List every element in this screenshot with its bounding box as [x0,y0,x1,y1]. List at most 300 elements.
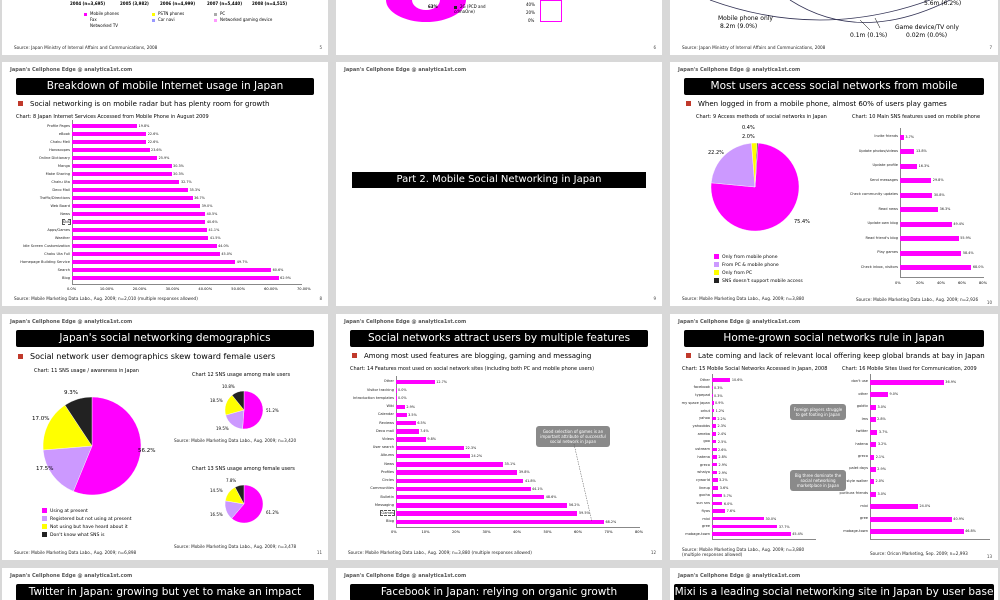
bar [900,135,904,140]
slide-8[interactable] [2,62,328,306]
bar-value: 1.2% [715,409,725,413]
bar [396,446,464,450]
bar-value: 13.8% [915,149,927,154]
bar-label: News [384,461,394,466]
slide-header: Japan's Cellphone Edge @ analytica1st.com [10,319,133,325]
bar-row [843,528,990,534]
bar-value: 22.3% [465,445,477,450]
bar-label: Other [383,379,394,384]
axis-tick: 40.00% [198,287,213,291]
pie12-label-185: 18.5% [210,398,223,403]
bar-row [867,221,984,227]
bar-label: Search [57,267,70,272]
bar [900,222,952,227]
stat-2004: 2004 (n=3,695) [70,1,106,6]
bar-value: 58.4% [962,250,974,255]
chart9-title: Chart: 9 Access methods of social networks in Japan [696,114,827,120]
bar-label: Chaku Meli [50,139,70,144]
bar [712,509,725,512]
bar-value: 48.6% [545,495,557,500]
source: Source: Japan Ministry of Internal Affairs and Communications, 2008 [682,45,826,50]
bar-value: 41.1% [208,228,220,233]
bar-label: Traffic/Directions [39,195,70,200]
axis-tick: 30% [482,530,491,534]
bar-label: Check community updates [849,192,898,197]
bar-value: 2.8% [877,417,886,422]
callout-big-three: Big three dominate the social networking marketplace in Japan [790,470,846,491]
source-12: Source: Mobile Marketing Data Labo., Aug. 2009; n=3,420 [174,438,297,443]
bar [900,149,914,154]
bar-label: Update own blog [867,221,898,226]
bar-row [62,275,302,281]
legend-item: Registered but not using at present [42,516,132,522]
legend-item: Not using but have heard about it [42,524,132,530]
bar-label: typepad [695,393,710,398]
bar [396,495,544,499]
bar-value: 41.5% [209,236,221,241]
slide-12[interactable] [336,314,662,560]
bar-row [856,404,990,410]
chart14-bars [353,378,640,526]
bar-value: 0.0% [398,396,407,401]
bar [870,417,876,422]
bar [870,405,876,410]
bullet-text: When logged in from a mobile phone, almost 60% of users play games [686,100,947,108]
slide-title: Facebook in Japan: relying on organic growth [350,584,648,600]
bar-value: 2.3% [717,424,727,429]
source: Source: Mobile Marketing Data Labo., Aug. 2009; n=6,898 [14,550,137,555]
slide-header: Japan's Cellphone Edge @ analytica1st.com [678,319,801,325]
legend-mobile: Mobile phones [84,11,119,16]
legend-fax: Fax [90,17,97,22]
slide-15[interactable] [336,568,662,600]
bar [396,511,577,515]
pie11-label-562: 56.2% [138,448,156,454]
bar-label: Idle Screen Customization [23,243,70,248]
bar [712,494,722,497]
stat-2005: 2005 (3,982) [120,1,149,6]
bar-row [877,250,984,256]
pie11-label-170: 17.0% [32,416,50,422]
bar-value: 2.9% [406,404,415,409]
bar [72,236,208,240]
bar-value: 62.9% [280,276,291,281]
axis-tick: 0.0% [67,287,77,291]
tick-0: 0% [528,18,535,23]
bar-label: Games [381,510,394,515]
callout-games: Good selection of games is an important attribute of successful social network in Japan [536,426,610,447]
legend-gaming: Networked gaming device [214,17,272,22]
legend-pstn: PSTN phones [152,11,184,16]
slide-title: Most users access social networks from mobile [684,78,984,95]
bar-value: 49.4% [953,221,965,226]
slide-13[interactable] [670,314,998,560]
bar-label: goldtv [856,404,868,409]
bar-label: Check inbox, visitors [860,264,898,269]
bar-row [849,466,990,472]
bar-value: 36.3% [939,207,951,212]
bar-row [50,203,302,209]
bar-label: greco [699,462,710,467]
axis-tick: 80% [635,530,643,534]
legend-2g: 2G (PCD and cdmaOne) [454,4,486,14]
bar [396,388,397,392]
pie11-label-93: 9.3% [64,390,78,396]
bar [72,132,146,136]
bar-label: Profiles [380,469,394,474]
pie9-label-04: 0.4% [742,125,755,131]
source-13: Source: Mobile Marketing Data Labo., Aug. 2009; n=3,478 [174,544,297,549]
stat-2006: 2006 (n=4,999) [160,1,196,6]
slide-11[interactable] [2,314,328,560]
bar-label: Weather [54,235,70,240]
bar-label: yahoo [698,416,710,421]
bar [712,409,714,412]
bar-value: 2.2% [717,416,726,421]
bar [900,236,959,241]
bar-label: fiyas [701,508,710,513]
chart10-bars [849,130,984,275]
slide-10[interactable] [670,62,998,306]
bar-row [381,510,640,516]
slide-title: Mixi is a leading social networking site in Japan by user base [674,584,994,600]
bar-row [695,393,816,398]
bar-row [701,524,816,529]
chart11-pie [42,396,142,496]
legend-pc: PC [214,11,225,16]
bar-row [377,412,640,417]
bar [712,486,718,489]
bar-value: 3.2% [719,478,728,483]
bar-row [366,387,640,393]
bar-value: 49.7% [236,260,248,265]
pie-slice [243,391,263,429]
bar [712,525,777,528]
bar [870,430,877,435]
chart8-bars [20,122,302,282]
bar-value: 37.7% [778,524,790,529]
chart13-title: Chart 13 SNS usage among female users [192,466,295,472]
bar [900,164,917,169]
bar-value: 60.6% [272,268,284,273]
part-title: Part 2. Mobile Social Networking in Japan [352,172,646,188]
bar-label: ustream [695,447,710,452]
slide-header: Japan's Cellphone Edge @ analytica1st.com [344,67,467,73]
chart-title: Chart: 14 Features most used on social network sites (including both PC and mobile phone users) [350,366,595,372]
bar-label: Reviews [379,420,394,425]
bar [712,471,717,474]
bar [712,378,730,381]
bar-label: Read friend's blog [865,235,898,240]
bar-label: cyworld [696,477,710,482]
bar-value: 45.0% [221,252,233,257]
page-number: 7 [989,45,992,50]
bar-label: Messaging [374,502,394,507]
bar-row [869,177,984,183]
bar-label: don't use [851,379,868,384]
bar-label: Deco mail [376,428,394,433]
chart8-ticks [67,287,311,293]
bar-value: 0.0% [398,388,407,393]
slide-16[interactable] [670,568,998,600]
slide-title: Home-grown social networks rule in Japan [684,330,984,347]
chart14-ticks [391,530,643,536]
bar-value: 2.9% [718,463,728,467]
bar-row [39,195,302,201]
bar-label: other [858,391,868,396]
bar-value: 30.0% [765,517,777,521]
axis-tick: 80% [979,281,987,285]
bar-value: 2.9% [718,470,728,475]
bar [870,504,918,509]
bar-value: 68.2% [605,519,617,524]
bar-label: facebook [693,385,710,390]
bar-value: 36.9% [945,379,957,384]
bar-value: 40.9% [953,516,965,521]
bar-row [858,148,984,154]
pie12-label-195: 19.5% [216,426,229,431]
bar-value: 23.6% [151,148,162,153]
bar-label: style walker [846,478,868,483]
bar [870,380,944,385]
bar-value: 59.5% [578,511,590,516]
bar-value: 22.6% [147,132,159,137]
bar-row [851,379,990,385]
bar-label: Play games [877,250,898,255]
bar-value: 0.3% [714,393,723,398]
bar-label: Chaku Uta Full [44,251,70,256]
slide-14[interactable] [2,568,328,600]
bar-label: Profile Pages [47,123,70,128]
bar [870,467,876,472]
slide-9[interactable] [336,62,662,306]
bullet-text: Among most used features are blogging, gaming and messaging [352,352,591,360]
bar-label: Manga [57,163,70,168]
bar [712,478,718,481]
bar-label: Bulletin [380,494,394,499]
bar-row [878,206,984,212]
legend-item: SNS doesn't support mobile access [714,278,803,284]
bar-value: 56.2% [568,503,580,508]
bar-value: 3.0% [877,491,887,496]
axis-tick: 60% [574,530,582,534]
bar [396,396,397,400]
source: Source: Mobile Marketing Data Labo., Aug. 2009; n=3,880 (multiple responses allowed) [682,547,805,557]
slide-title: Twitter in Japan: growing but yet to make an impact [16,584,314,600]
bar-row [865,235,984,241]
bar-value: 2.4% [717,432,727,437]
bar-label: Send messages [869,177,898,182]
bar-value: 45.4% [792,532,803,537]
chart15-bars [681,376,816,538]
chart10-ticks [895,281,987,287]
legend-item: Don't know what SNS is [42,532,132,538]
bar [900,207,938,212]
bar-label: greco [857,454,868,458]
bar-row [60,211,302,217]
bar-value: 35.3% [189,188,201,193]
bar-row [47,123,302,129]
bar-row [699,377,816,383]
bar-value: 7.4% [420,429,429,434]
stat-2008: 2008 (n=4,515) [252,1,288,6]
bar-value: 39.0% [201,204,213,209]
bar-row [692,423,816,429]
label-01m: 0.1m (0.1%) [850,32,888,39]
bar-label: mobage-town [685,531,710,536]
bar-row [699,493,816,498]
bar-value: 41.8% [524,478,536,483]
axis-tick: 50% [543,530,552,534]
bar [72,244,217,248]
bar [712,517,764,520]
bar-value: 30.3% [173,172,184,177]
bar-label: hatena [697,454,710,459]
slide-header: Japan's Cellphone Edge @ analytica1st.com [344,319,467,325]
bar [72,252,220,256]
bar-label: Make Sharing [45,171,70,176]
bar-row [38,155,302,161]
bar-row [386,519,640,524]
bar-row [702,516,816,521]
axis-tick: 60.00% [264,287,278,291]
bullet-text: Social networking is on mobile radar but has plenty room for growth [18,100,269,108]
axis-tick: 10.00% [99,287,114,291]
pie9-label-222: 22.2% [708,150,724,156]
bar-label: Invite friends [874,134,898,139]
bar-value: 0.3% [714,385,723,390]
bar-value: 9.0% [889,392,899,397]
bar-label: my space japan [681,400,710,405]
bar-value: 2.9% [877,466,886,471]
bar-value: 44.1% [532,486,543,491]
bar-row [382,478,640,483]
bar-row [379,420,640,426]
slide-title: Breakdown of mobile Internet usage in Japan [16,78,314,95]
pie9-label-20: 2.0% [742,134,755,140]
slide-5[interactable] [2,0,328,55]
bar-label: Homepage Building Service [20,259,70,264]
bar-label: twitter [856,429,868,434]
axis-tick: 20% [916,281,924,285]
bar-value: 39.8% [518,470,530,475]
bar-row [380,494,640,500]
callout-foreign: Foreign players struggle to get footing in Japan [790,404,846,420]
bar [900,178,931,183]
axis-tick: 0% [391,530,397,534]
bar-row [695,447,816,452]
bar-row [859,516,990,522]
bar-label: orkut [700,408,710,413]
page-number: 6 [653,45,656,50]
axis-tick: 20% [452,530,460,534]
bar [870,492,876,497]
bar-row [20,259,302,265]
bar [72,124,137,128]
legend-carnavi: Car navi [152,17,175,22]
source: Source: Japan Ministry of Internal Affairs and Communications, 2008 [14,45,158,50]
bar-label: hatena [855,441,868,446]
bar-value: 46.8% [965,529,976,534]
bar [72,164,172,168]
slide-header: Japan's Cellphone Edge @ analytica1st.com [10,67,133,73]
bar [72,188,188,192]
bar-row [685,531,816,537]
bar-row [57,267,302,273]
page-number: 9 [653,296,656,301]
bar-label: Blog [62,275,70,280]
bar-row [383,379,640,384]
bar [870,517,952,522]
bar [712,424,716,427]
axis-tick: 20.00% [132,287,147,291]
bar [396,479,523,483]
bar-label: mixi [702,516,710,521]
bar [72,148,150,152]
bar [396,380,435,384]
bar [396,405,405,409]
bar-row [54,235,302,241]
bar [72,268,271,272]
bar-value: 25.9% [158,156,170,161]
bar-value: 3.6% [719,486,729,491]
bar-label: purikura friends [839,491,868,496]
source: Source: Mobile Marketing Data Labo., Aug. 2009; n=3,880 [682,296,805,301]
bar [72,212,205,216]
bar [712,432,716,435]
page-number: 12 [650,550,656,555]
bar-row [44,251,302,257]
slide-7[interactable] [670,0,998,55]
stat-2007: 2007 (n=5,440) [207,1,243,6]
chart12-title: Chart 12 SNS usage among male users [192,372,291,378]
slide-6[interactable] [336,0,662,55]
chart9-legend [714,254,803,286]
bar-label: Circles [382,478,394,483]
bar-label: SNS [62,219,70,224]
bar-label: gree [701,524,710,529]
bar [72,156,157,160]
bar-label: Chaku Uta [51,179,70,184]
bar-label: sun sns [696,501,710,506]
bar-label: News [60,211,70,216]
axis-tick: 30.00% [165,287,180,291]
bar-row [703,439,816,444]
bar [712,455,717,458]
bullet-text: Social network user demographics skew toward female users [18,352,275,361]
bar-label: Update profile [872,163,898,168]
bar-value: 30.8% [933,192,945,197]
bar-value: 3.2% [877,442,887,447]
bar-row [380,453,640,458]
pie13-label-165: 16.5% [210,512,223,517]
bar-row [857,454,990,460]
bar [72,140,146,144]
pie9-label-754: 75.4% [794,219,810,225]
bar [72,204,200,208]
bar-row [860,264,984,270]
legend-item: Only from mobile phone [714,254,803,260]
bar [900,265,971,270]
axis-tick: 40% [937,281,945,285]
legend-item: Only from PC [714,270,803,276]
bar-label: Apps/Games [47,227,70,232]
bar-value: 5.7% [723,493,732,498]
chart10-title: Chart: 10 Main SNS features used on mobile phone [852,114,981,120]
bar-row [858,391,990,397]
bar-row [855,441,990,447]
bar-label: Introduction templates [353,395,394,400]
